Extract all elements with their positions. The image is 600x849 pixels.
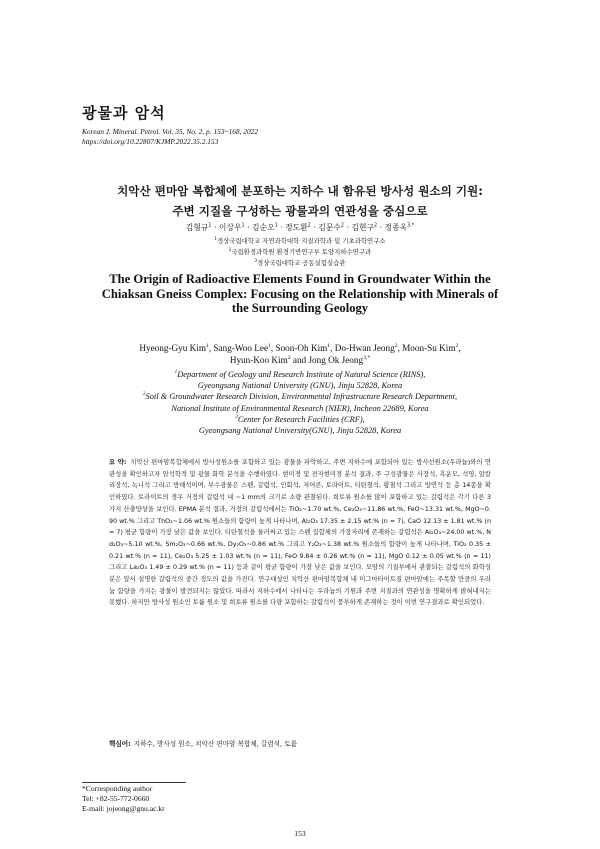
affiliation-text: 경상국립대학교 공동실험실습관 [257, 259, 346, 267]
affiliation-line1: Department of Geology and Research Institute of Natural Science (RINS), [177, 370, 426, 379]
abstract-label: 요 약: [109, 459, 127, 466]
keywords-text: 지하수, 방사성 원소, 치악산 편마암 복합체, 갈렴석, 토륨 [133, 740, 297, 748]
korean-author-sup: 1 [241, 223, 245, 229]
korean-author: 김형규 [185, 223, 209, 232]
footnote-divider [82, 782, 186, 783]
affiliation-line1: Soil & Groundwater Research Division, Environmental Infrastructure Research Department, [145, 392, 458, 402]
korean-author-sup: 2 [307, 223, 311, 229]
abstract-text: 치악산 편마암복합체에서 방사성원소를 포함하고 있는 광물을 파악하고, 주변 지하수에 포함되어 있는 방사선원소(우라늄)와의 연관성을 확인하고자 암석학적 및 광물 화학 분석을 수행하였다. 현미경 및 전자현미경 분석 결과, 주 구성광물은 사장석, 흑운모, 석영, 알칼리장석, 녹니석 그리고 방해석이며, 부수광물은 스펜, 갈렴석, 인회석, 저어콘, 토라이트, 티탄철석, 황철석 그리고 방연석 등 총 14종을 확인하였다. 토라이트의 경우 거정의 갈렴석 내 ~1 mm의 크기로 소량 관찰된다. 희토류 원소를 많이 포함하고 있는 갈렴석은 각기 다른 3 가지 산출양상을 보인다. EPMA 분석 결과, 거정의 갈렴석에서는 TiO₂~1.70 wt.%, Ce₂O₃~11.86 wt.%, FeO~13.31 wt.%, MgO~0.90 wt.% 그리고 ThO₂~1.06 wt.% 원소들의 함량이 높게 나타나며, Al₂O₃ 17.35 ± 2.15 wt.% (n = 7), CaO 12.13 ± 1.81 wt.% (n = 7) 평균 함량이 가장 낮은 값을 보인다. 티탄철석을 둘러싸고 있는 스펜 집합체의 가장자리에 존재하는 갈렴석은 Al₂O₃~24.00 wt.%, Nd₂O₃~5.10 wt.%, Sm₂O₃~0.66 wt.%, Dy₂O₃~0.86 wt.% 그리고 Y₂O₃~1.38 wt.% 원소들의 함량이 높게 나타나며, TiO₂ 0.35 ± 0.21 wt.% (n = 11), Ce₂O₃ 5.25 ± 1.03 wt.% (n = 11), FeO 9.84 ± 0.26 wt.% (n = 11), MgO 0.12 ± 0.05 wt.% (n = 11) 그리고 La₂O₃ 1.49 ± 0.29 wt.% (n = 11) 등과 같이 평균 함량이 가장 낮은 값을 보인다. 모암의 기질부에서 관찰되는 갈렴석의 화학성분은 앞서 설명한 갈렴석의 중간 정도의 값을 가진다. 연구대상인 치악산 편마암복합체 내 미그마타이트질 편마암에는 주목할 만큼의 우라늄 함량을 가지는 광물이 발견되지는 않았다. 따라서 지하수에서 나타나는 우라늄의 기원과 주변 지질과의 연관성을 명확하게 밝혀내지는 못했다. 하지만 방사성 원소인 토륨 원소 및 희토류 원소를 다량 포함하는 갈렴석이 풍부하게 존재하는 것이 이번 연구결과로 확인되었다. [109, 459, 491, 607]
citation-block [82, 127, 258, 147]
corresponding-author: *Corresponding author [82, 784, 153, 793]
korean-author: 정종옥 [384, 223, 408, 232]
author-separator: · [377, 223, 385, 232]
affiliation-line2: National Institute of Environmental Research (NIER), Incheon 22689, Korea [171, 403, 429, 413]
korean-affiliation [0, 236, 600, 247]
affiliation-sup: 3 [235, 414, 238, 421]
journal-name: 광물과 암석 [82, 104, 166, 122]
english-affiliation [0, 391, 600, 402]
english-title-line1: The Origin of Radioactive Elements Found in Groundwater Within the [109, 272, 491, 286]
affiliation-sup: 3 [254, 257, 258, 263]
author-sup: 2 [394, 342, 398, 349]
author-separator: · [310, 223, 319, 232]
korean-title-line1: 치악산 편마암 복합체에 분포하는 지하수 내 함유된 방사성 원소의 기원: [117, 184, 483, 198]
author-separator: · [244, 223, 253, 232]
keywords-label: 핵심어: [109, 740, 131, 748]
korean-affiliation [0, 258, 600, 269]
korean-author: 이상우 [218, 223, 242, 232]
korean-author: 정도환 [285, 223, 308, 232]
english-title-line3: the Surrounding Geology [231, 301, 369, 315]
author-separator: · [277, 223, 286, 232]
korean-author-sup: 2 [374, 223, 378, 229]
korean-author-sup: 1 [274, 223, 278, 229]
author-name: Hyun-Koo Kim [229, 355, 288, 365]
english-authors [0, 342, 600, 366]
author-separator: · [211, 223, 219, 232]
english-affiliation [0, 369, 600, 380]
and-word: and [292, 355, 307, 365]
korean-author-sup: 2 [340, 223, 344, 229]
affiliation-line1: Center for Research Facilities (CRF), [237, 414, 365, 424]
english-affiliations [0, 369, 600, 436]
keywords [109, 738, 491, 748]
email[interactable]: E-mail: jojeong@gnu.ac.kr [82, 804, 165, 814]
korean-author-sup: 1 [208, 223, 212, 229]
author-sup: 2 [287, 354, 291, 361]
english-authors-line1: Hyeong-Gyu Kim$^1$, Sang-Woo Lee$^1$, Soon-Oh Kim$^1$, Do-Hwan Jeong$^2$, Moon-Su Kim$^2$, [139, 342, 461, 353]
author-name: Hyeong-Gyu Kim [139, 343, 206, 353]
abstract [109, 457, 491, 609]
korean-author: 김현구 [351, 223, 375, 232]
english-authors-line2 [0, 354, 600, 366]
author-sup: 1 [268, 342, 271, 349]
author-separator: · [343, 223, 352, 232]
korean-author: 김문수 [318, 223, 341, 232]
author-name: Moon-Su Kim [402, 343, 456, 353]
author-sup-number: 3 [363, 354, 366, 361]
english-title-line2: Chiaksan Gneiss Complex: Focusing on the Relationship with Minerals of [101, 286, 499, 301]
korean-author-sup: 3,* [407, 223, 415, 229]
english-affiliation [0, 414, 600, 425]
korean-authors [0, 222, 600, 233]
author-name: Do-Hwan Jeong [334, 343, 395, 353]
affiliation-sup: 2 [142, 391, 146, 398]
korean-author: 김순오 [252, 223, 275, 232]
korean-title [60, 181, 540, 221]
page-number: 153 [294, 829, 306, 838]
affiliation-text: 국립환경과학원 환경기반연구부 토양지하수연구과 [231, 248, 372, 256]
doi-link[interactable]: https://doi.org/10.22807/KJMP.2022.35.2.153 [82, 137, 219, 146]
author-sup: 3,* [363, 354, 371, 361]
author-name: Sang-Woo Lee [213, 343, 269, 353]
korean-affiliations [0, 236, 600, 269]
korean-title-line2: 주변 지질을 구성하는 광물과의 연관성을 중심으로 [172, 204, 428, 218]
author-name: Soon-Oh Kim [275, 343, 328, 353]
citation-line: Korean J. Mineral. Petrol. Vol. 35, No. 2, p. 153~168, 2022 [82, 127, 259, 136]
affiliation-sup: 1 [174, 369, 178, 376]
author-sup: 2 [455, 342, 459, 349]
author-sup: 1 [327, 342, 331, 349]
affiliation-sup: 2 [228, 246, 232, 252]
affiliation-sup: 1 [214, 235, 217, 241]
telephone: Tel: +82-55-772-0660 [82, 794, 150, 804]
author-sup: 1 [205, 342, 209, 349]
english-title [70, 272, 530, 316]
affiliation-line2: Gyeongsang National University(GNU), Jinju 52828, Korea [198, 426, 402, 436]
author-name: Jong Ok Jeong [308, 355, 364, 365]
affiliation-line2: Gyeongsang National University (GNU), Jinju 52828, Korea [197, 381, 403, 391]
corresponding-star: * [367, 354, 371, 361]
korean-affiliation [0, 247, 600, 258]
affiliation-text: 경상국립대학교 자연과학대학 지질과학과 및 기초과학연구소 [216, 237, 386, 245]
footnote [82, 784, 165, 815]
